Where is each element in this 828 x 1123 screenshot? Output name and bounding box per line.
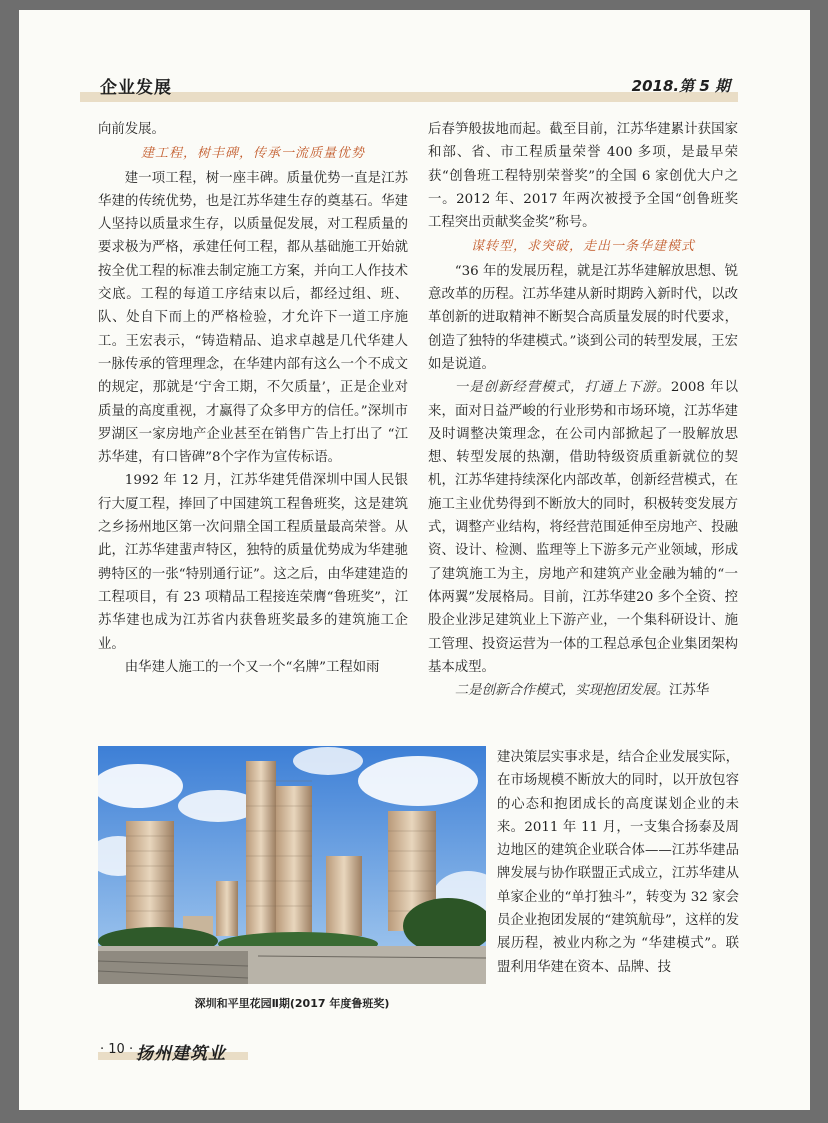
paragraph: 1992 年 12 月，江苏华建凭借深圳中国人民银行大厦工程，捧回了中国建筑工程鲁班奖，这是建筑之乡扬州地区第一次问鼎全国工程质量最高荣誉。从此，江苏华建蜚声特区，独特的质量优势成为华建驰骋特区的一张“特别通行证”。这之后，由华建建造的工程项目，有 23 项精品工程接连荣膺“鲁班奖”，江苏华建也成为江苏省内获鲁班奖最多的建筑施工企业。 — [98, 473, 408, 652]
paragraph-lead: 二是创新合作模式，实现抱团发展。 — [454, 683, 670, 699]
paragraph-body: 2008 年以来，面对日益严峻的行业形势和市场环境，江苏华建及时调整决策理念，在公司内部掀起了一股解放思想、转型发展的热潮，借助特级资质重新就位的契机，江苏华建持续深化内部改革，创新经营模式，在施工主业优势得到不断放大的同时，积极转变发展方式，调整产业结构，将经营范围延伸至房地产、投融资、设计、检测、监理等上下游多元产业领域，形成了建筑施工为主，房地产和建筑产业金融为辅的“一体两翼”发展格局。目前，江苏华建20 多个全资、控股企业涉足建筑业上下游产业，一个集科研设计、施工管理、投资运营为一体的工程总承包企业集团架构基本成型。 — [428, 380, 739, 675]
page-footer — [98, 1040, 248, 1062]
right-column-continued — [497, 746, 739, 979]
left-column — [98, 118, 408, 679]
subheading: 建工程，树丰碑，传承一流质量优势 — [140, 146, 365, 162]
photo-illustration — [98, 746, 486, 984]
paragraph: 向前发展。 — [98, 122, 165, 137]
photo-caption: 深圳和平里花园Ⅱ期(2017 年度鲁班奖) — [194, 997, 390, 1010]
page-header — [80, 70, 738, 104]
building-photo — [98, 746, 486, 984]
paragraph-body: 江苏华 — [669, 683, 710, 699]
paragraph: 建决策层实事求是，结合企业发展实际，在市场规模不断放大的同时，以开放包容的心态和抱团成长的高度谋划企业的未来。2011 年 11 月，一支集合扬泰及周边地区的建筑企业联合体——江苏华建品牌发展与协作联盟正式成立，江苏华建从单家企业的“单打独斗”，转变为 32 家会员企业抱团发展的“建筑航母”，这样的发展历程，被业内称之为 “华建模式”。联盟利用华建在资本、品牌、技 — [497, 750, 739, 975]
paragraph: 由华建人施工的一个又一个“名牌”工程如雨 — [124, 659, 380, 675]
section-title: 企业发展 — [100, 78, 172, 98]
magazine-title: 扬州建筑业 — [136, 1044, 226, 1064]
page-number: · 10 · — [100, 1042, 134, 1057]
paragraph: “36 年的发展历程，就是江苏华建解放思想、锐意改革的历程。江苏华建从新时期跨入新时代，以改革创新的进取精神不断契合高质量发展的时代要求，创造了独特的华建模式。”谈到公司的转型发展，王宏如是说道。 — [428, 263, 738, 372]
paragraph: 后春笋般拔地而起。截至目前，江苏华建累计获国家和部、省、市工程质量荣誉 400 多项，是最早荣获“创鲁班工程特别荣誉奖”的全国 6 家创优大户之一。2012 年、2017 年两次被授予全国“创鲁班奖工程突出贡献奖金奖”称号。 — [428, 122, 738, 231]
issue-label: 2018.第 5 期 — [631, 77, 730, 95]
paragraph: 建一项工程，树一座丰碑。质量优势一直是江苏华建的传统优势，也是江苏华建生存的奠基石。华建人坚持以质量求生存，以质量促发展，对工程质量的要求极为严格，承建任何工程，都从基础施工开始就按全优工程的标准去制定施工方案，并向工人作技术交底。工程的每道工序结束以后，都经过组、班、队、处自下而上的严格检验，才允许下一道工序施工。王宏表示，“铸造精品、追求卓越是几代华建人一脉传承的管理理念，在华建内部有这么一个不成文的规定，那就是‘宁舍工期，不欠质量’，正是企业对质量的高度重视，才赢得了众多甲方的信任。”深圳市罗湖区一家房地产企业甚至在销售广告上打出了 “江苏华建，有口皆碑”8个字作为宣传标语。 — [98, 170, 408, 466]
paragraph — [428, 376, 738, 679]
subheading: 谋转型，求突破，走出一条华建模式 — [470, 239, 695, 255]
paragraph-lead: 一是创新经营模式，打通上下游。 — [454, 380, 671, 396]
paragraph — [428, 679, 738, 702]
right-column — [428, 118, 738, 702]
